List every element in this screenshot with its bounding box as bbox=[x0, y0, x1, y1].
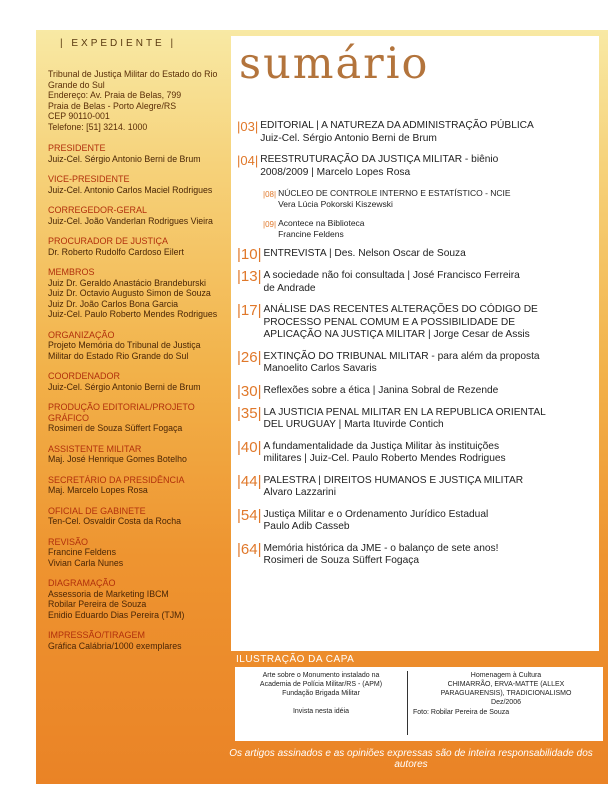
section-line: Juiz-Cel. Sérgio Antonio Berni de Brum bbox=[48, 381, 201, 392]
section-line: Juiz-Cel. Paulo Roberto Mendes Rodrigues bbox=[48, 309, 218, 319]
toc-line: 2008/2009 | Marcelo Lopes Rosa bbox=[260, 166, 411, 178]
section-line: Maj. José Henrique Gomes Botelho bbox=[48, 454, 187, 464]
toc-text bbox=[260, 120, 595, 145]
capa-line bbox=[241, 698, 401, 707]
toc-line: EXTINÇÃO DO TRIBUNAL MILITAR - para além da proposta bbox=[263, 350, 540, 362]
toc-line: APLICAÇÃO NA JUSTIÇA MILITAR | Jorge Cesar de Assis bbox=[263, 329, 530, 340]
section-line: Rosimeri de Souza Süffert Fogaça bbox=[48, 423, 183, 433]
address-line: Praia de Belas - Porto Alegre/RS bbox=[48, 100, 177, 111]
toc-entry bbox=[237, 188, 595, 209]
section-line: Enidio Eduardo Dias Pereira (TJM) bbox=[48, 609, 185, 620]
toc-text bbox=[263, 407, 595, 432]
section-line: Vivian Carla Nunes bbox=[48, 557, 124, 568]
toc-line: Paulo Adib Casseb bbox=[263, 521, 350, 532]
toc-page-number: |04| bbox=[237, 153, 259, 168]
toc-line: Reflexões sobre a ética | Janina Sobral de Rezende bbox=[263, 384, 499, 396]
address-line: Grande do Sul bbox=[48, 79, 105, 90]
toc-page-number: |64| bbox=[237, 540, 262, 558]
toc-line: Francine Feldens bbox=[278, 228, 344, 239]
expediente-section bbox=[48, 371, 226, 392]
toc-line: Vera Lúcia Pokorski Kiszewski bbox=[278, 198, 393, 209]
section-title: PRODUÇÃO EDITORIAL/PROJETO GRÁFICO bbox=[48, 402, 195, 423]
capa-line: Invista nesta idéia bbox=[292, 708, 350, 715]
address-line: Endereço: Av. Praia de Belas, 799 bbox=[48, 90, 182, 100]
toc-entry bbox=[237, 248, 595, 261]
toc-page-number: |35| bbox=[237, 404, 262, 422]
capa-line: CHIMARRÃO, ERVA-MATTE (ALLEX bbox=[447, 681, 565, 688]
capa-line: Homenagem à Cultura bbox=[470, 672, 542, 679]
toc-entry bbox=[237, 472, 595, 500]
toc-entry bbox=[237, 120, 595, 145]
section-line: Ten-Cel. Osvaldir Costa da Rocha bbox=[48, 516, 181, 526]
toc-text bbox=[263, 543, 595, 568]
toc-line: PALESTRA | DIREITOS HUMANOS E JUSTIÇA MILITAR bbox=[263, 474, 524, 486]
capa-divider bbox=[407, 671, 408, 735]
capa-line: Academia de Polícia Militar/RS - (APM) bbox=[259, 681, 383, 688]
expediente-section bbox=[48, 267, 226, 320]
expediente-column bbox=[48, 38, 226, 661]
address-block bbox=[48, 69, 226, 132]
toc-line: Juiz-Cel. Sérgio Antonio Berni de Brum bbox=[260, 132, 437, 144]
toc-line: LA JUSTICIA PENAL MILITAR EN LA REPUBLICA ORIENTAL bbox=[263, 406, 546, 418]
capa-caption: ILUSTRAÇÃO DA CAPA bbox=[236, 654, 355, 665]
toc-entry bbox=[237, 382, 595, 400]
toc-page-number: |26| bbox=[237, 348, 262, 366]
toc-text bbox=[278, 218, 595, 239]
toc-page-number: |09| bbox=[263, 220, 277, 229]
capa-line: Dez/2006 bbox=[491, 699, 521, 706]
expediente-section bbox=[48, 143, 226, 164]
sumario-title: sumário bbox=[239, 39, 430, 89]
section-title: SECRETÁRIO DA PRESIDÊNCIA bbox=[48, 474, 185, 485]
toc-entry bbox=[237, 404, 595, 432]
capa-line: Arte sobre o Monumento instalado na bbox=[262, 672, 380, 679]
section-title: REVISÃO bbox=[48, 536, 89, 547]
section-title: ASSISTENTE MILITAR bbox=[48, 443, 142, 454]
expediente-section bbox=[48, 506, 226, 527]
expediente-section bbox=[48, 205, 226, 226]
section-title: PROCURADOR DE JUSTIÇA bbox=[48, 236, 169, 246]
photo-credit: Foto: Robilar Pereira de Souza bbox=[413, 709, 510, 716]
section-line: Juiz-Cel. Antonio Carlos Maciel Rodrigues bbox=[48, 184, 213, 195]
toc-line: EDITORIAL | A NATUREZA DA ADMINISTRAÇÃO PÚBLICA bbox=[260, 120, 534, 131]
capa-line: PARAGUARENSIS), TRADICIONALISMO bbox=[440, 690, 572, 697]
section-line: Juiz Dr. Geraldo Anastácio Brandeburski bbox=[48, 277, 206, 288]
toc-text bbox=[263, 509, 595, 534]
capa-box bbox=[235, 667, 603, 741]
page-background bbox=[36, 30, 608, 784]
section-line: Juiz-Cel. João Vanderlan Rodrigues Vieira bbox=[48, 215, 213, 226]
section-line: Maj. Marcelo Lopes Rosa bbox=[48, 485, 148, 495]
section-line: Francine Feldens bbox=[48, 547, 116, 557]
expediente-section bbox=[48, 330, 226, 362]
section-title: COORDENADOR bbox=[48, 371, 121, 381]
capa-right-text bbox=[413, 671, 599, 717]
toc-text bbox=[263, 270, 595, 295]
disclaimer-footer: Os artigos assinados e as opiniões expressas são de inteira responsabilidade dos autores bbox=[229, 748, 593, 770]
section-title: PRESIDENTE bbox=[48, 143, 106, 153]
toc-entry bbox=[237, 506, 595, 534]
toc-line: Justiça Militar e o Ordenamento Jurídico Estadual bbox=[263, 508, 489, 520]
section-line: Projeto Memória do Tribunal de Justiça bbox=[48, 340, 201, 350]
table-of-contents bbox=[237, 120, 595, 577]
section-title: DIAGRAMAÇÃO bbox=[48, 578, 116, 588]
toc-page-number: |40| bbox=[237, 438, 262, 456]
expediente-section bbox=[48, 402, 226, 434]
toc-entry bbox=[237, 540, 595, 568]
expediente-section bbox=[48, 236, 226, 257]
toc-page-number: |17| bbox=[237, 302, 262, 319]
toc-text bbox=[263, 475, 595, 500]
toc-page-number: |44| bbox=[237, 472, 262, 490]
toc-page-number: |13| bbox=[237, 268, 262, 285]
toc-text bbox=[278, 188, 595, 209]
toc-line: Acontece na Biblioteca bbox=[278, 218, 365, 228]
section-title: IMPRESSÃO/TIRAGEM bbox=[48, 630, 146, 640]
address-line: Telefone: [51] 3214. 1000 bbox=[48, 121, 148, 132]
section-line: Assessoria de Marketing IBCM bbox=[48, 588, 169, 599]
toc-text bbox=[263, 385, 595, 398]
toc-line: militares | Juiz-Cel. Paulo Roberto Mendes Rodrigues bbox=[263, 453, 506, 464]
toc-text bbox=[263, 441, 595, 466]
section-line: Juiz Dr. Octavio Augusto Simon de Souza bbox=[48, 288, 211, 298]
toc-entry bbox=[237, 270, 595, 295]
section-line: Dr. Roberto Rudolfo Cardoso Eilert bbox=[48, 246, 184, 257]
section-line: Gráfica Calábria/1000 exemplares bbox=[48, 640, 182, 651]
toc-line: ANÁLISE DAS RECENTES ALTERAÇÕES DO CÓDIGO DE bbox=[263, 304, 538, 315]
toc-text bbox=[263, 304, 595, 342]
toc-entry bbox=[237, 304, 595, 342]
expediente-section bbox=[48, 537, 226, 569]
expediente-header: | EXPEDIENTE | bbox=[60, 38, 177, 49]
expediente-section bbox=[48, 174, 226, 195]
toc-page-number: |03| bbox=[237, 119, 259, 134]
toc-line: REESTRUTURAÇÃO DA JUSTIÇA MILITAR - biênio bbox=[260, 154, 499, 165]
section-line: Militar do Estado Rio Grande do Sul bbox=[48, 350, 189, 361]
section-title: OFICIAL DE GABINETE bbox=[48, 505, 146, 516]
section-title: ORGANIZAÇÃO bbox=[48, 329, 115, 340]
toc-line: de Andrade bbox=[263, 282, 316, 294]
toc-entry bbox=[237, 218, 595, 239]
toc-entry bbox=[237, 438, 595, 466]
toc-line: Alvaro Lazzarini bbox=[263, 487, 336, 498]
toc-text bbox=[260, 154, 595, 179]
expediente-section bbox=[48, 475, 226, 496]
capa-line: Fundação Brigada Militar bbox=[282, 690, 360, 697]
expediente-section bbox=[48, 630, 226, 651]
toc-page-number: |10| bbox=[237, 246, 262, 263]
expediente-section bbox=[48, 578, 226, 620]
sumario-panel bbox=[231, 36, 599, 651]
capa-left-text bbox=[241, 671, 401, 716]
toc-line: A sociedade não foi consultada | José Francisco Ferreira bbox=[263, 270, 520, 281]
toc-page-number: |54| bbox=[237, 506, 262, 524]
address-line: CEP 90110-001 bbox=[48, 111, 110, 121]
toc-page-number: |08| bbox=[263, 190, 277, 199]
toc-entry bbox=[237, 348, 595, 376]
section-title: VICE-PRESIDENTE bbox=[48, 174, 130, 184]
toc-line: Memória histórica da JME - o balanço de sete anos! bbox=[263, 542, 499, 554]
section-line: Robilar Pereira de Souza bbox=[48, 599, 147, 609]
toc-text bbox=[263, 351, 595, 376]
section-title: CORREGEDOR-GERAL bbox=[48, 205, 148, 215]
expediente-section bbox=[48, 444, 226, 465]
expediente-sections bbox=[48, 143, 226, 651]
toc-text bbox=[263, 248, 595, 261]
address-line: Tribunal de Justiça Militar do Estado do Rio bbox=[48, 69, 218, 79]
toc-page-number: |30| bbox=[237, 382, 262, 400]
toc-line: PROCESSO PENAL COMUM E A POSSIBILIDADE DE bbox=[263, 316, 516, 328]
toc-line: DEL URUGUAY | Marta Ituvirde Contich bbox=[263, 419, 444, 430]
section-line: Juiz-Cel. Sérgio Antonio Berni de Brum bbox=[48, 153, 201, 164]
section-line: Juiz Dr. João Carlos Bona Garcia bbox=[48, 298, 179, 309]
toc-entry bbox=[237, 154, 595, 179]
toc-line: Manoelito Carlos Savaris bbox=[263, 363, 377, 374]
toc-line: A fundamentalidade da Justiça Militar às instituições bbox=[263, 440, 500, 452]
toc-line: Rosimeri de Souza Süffert Fogaça bbox=[263, 555, 420, 566]
toc-line: NÚCLEO DE CONTROLE INTERNO E ESTATÍSTICO - NCIE bbox=[278, 188, 511, 198]
toc-line: ENTREVISTA | Des. Nelson Oscar de Souza bbox=[263, 248, 466, 259]
section-title: MEMBROS bbox=[48, 267, 95, 277]
